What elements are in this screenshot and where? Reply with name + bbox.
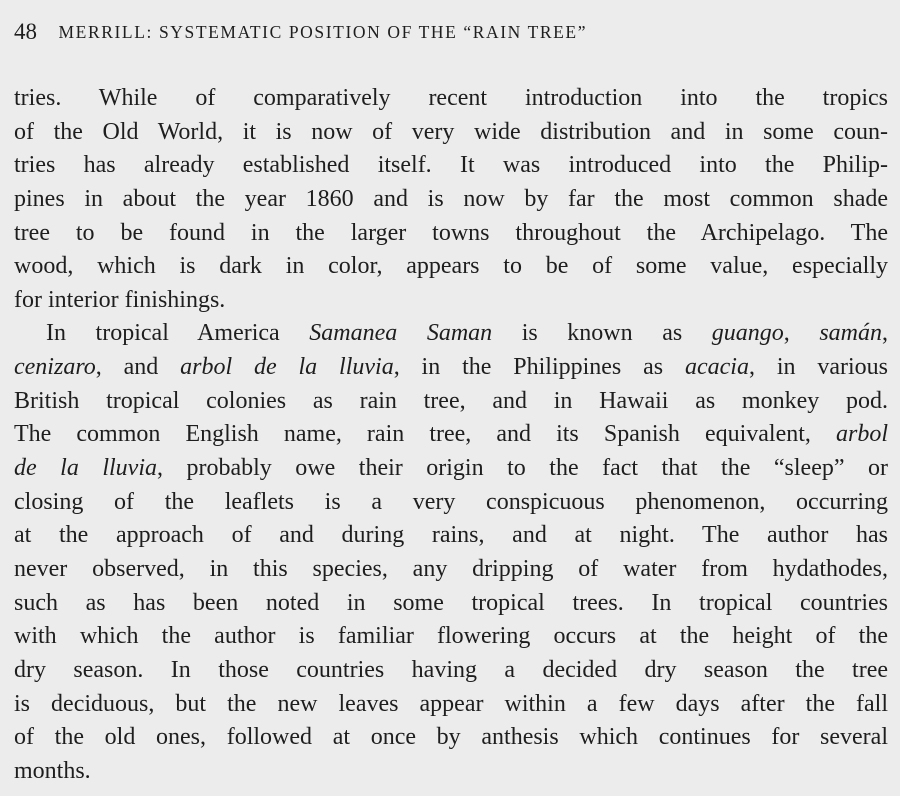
text-line xyxy=(14,116,888,150)
text-line xyxy=(14,620,888,654)
text-segment: months. xyxy=(14,757,91,784)
text-segment: is known as xyxy=(492,320,712,347)
italic-term: arbol de la lluvia xyxy=(180,354,394,381)
text-line xyxy=(14,317,888,351)
text-segment: The common English name, rain tree, and its Spanish equivalent, xyxy=(14,421,836,448)
text-segment: British tropical colonies as rain tree, and in Hawaii as monkey pod. xyxy=(14,387,888,414)
text-segment: is deciduous, but the new leaves appear within a few days after the fall xyxy=(14,690,888,717)
text-line xyxy=(14,183,888,217)
text-segment: closing of the leaflets is a very conspicuous phenomenon, occurring xyxy=(14,488,888,515)
text-segment: , xyxy=(783,320,820,347)
text-segment: at the approach of and during rains, and at night. The author has xyxy=(14,522,888,549)
text-segment: with which the author is familiar flowering occurs at the height of the xyxy=(14,623,888,650)
text-segment: tries has already established itself. It was introduced into the Philip- xyxy=(14,152,888,179)
body-text xyxy=(14,82,888,788)
italic-term: samán xyxy=(819,320,882,347)
text-segment: never observed, in this species, any dripping of water from hydathodes, xyxy=(14,555,888,582)
italic-term: arbol xyxy=(835,421,888,448)
text-line xyxy=(14,217,888,251)
text-segment: , probably owe their origin to the fact that the “sleep” or xyxy=(156,455,888,482)
italic-term: de la lluvia xyxy=(14,455,157,482)
italic-term: cenizaro xyxy=(14,354,96,381)
text-line xyxy=(14,486,888,520)
text-line xyxy=(14,149,888,183)
text-line xyxy=(14,452,888,486)
text-segment: , in the Philippines as xyxy=(393,354,685,381)
text-segment: such as has been noted in some tropical trees. In tropical countries xyxy=(14,589,888,616)
text-line xyxy=(14,351,888,385)
text-line xyxy=(14,654,888,688)
italic-term: guango xyxy=(711,320,784,347)
text-segment: , xyxy=(882,320,888,347)
text-line xyxy=(14,587,888,621)
text-segment: pines in about the year 1860 and is now by far the most common shade xyxy=(14,185,888,212)
text-line xyxy=(14,721,888,755)
text-segment: tries. While of comparatively recent introduction into the tropics xyxy=(14,85,888,111)
text-line xyxy=(14,385,888,419)
text-segment: tree to be found in the larger towns throughout the Archipelago. The xyxy=(14,219,888,246)
text-segment: wood, which is dark in color, appears to be of some value, especially xyxy=(14,253,888,280)
text-segment: of the Old World, it is now of very wide distribution and in some coun- xyxy=(14,118,888,145)
italic-term: Samanea Saman xyxy=(309,320,493,347)
text-segment: , in various xyxy=(748,354,889,381)
text-line xyxy=(14,250,888,284)
running-header xyxy=(14,14,886,50)
text-segment: dry season. In those countries having a decided dry season the tree xyxy=(14,656,888,683)
text-segment: , and xyxy=(95,354,181,381)
text-line xyxy=(14,284,888,318)
text-line xyxy=(14,755,888,789)
text-line xyxy=(14,688,888,722)
italic-term: acacia xyxy=(684,354,749,381)
text-segment: In tropical America xyxy=(46,320,310,347)
text-line xyxy=(14,553,888,587)
running-title: MERRILL: SYSTEMATIC POSITION OF THE “RAIN TREE” xyxy=(58,22,588,42)
text-line xyxy=(14,519,888,553)
text-line xyxy=(14,418,888,452)
text-segment: for interior finishings. xyxy=(14,286,226,313)
page-number: 48 xyxy=(14,19,37,44)
text-line xyxy=(14,82,888,116)
text-segment: of the old ones, followed at once by anthesis which continues for several xyxy=(14,724,888,751)
